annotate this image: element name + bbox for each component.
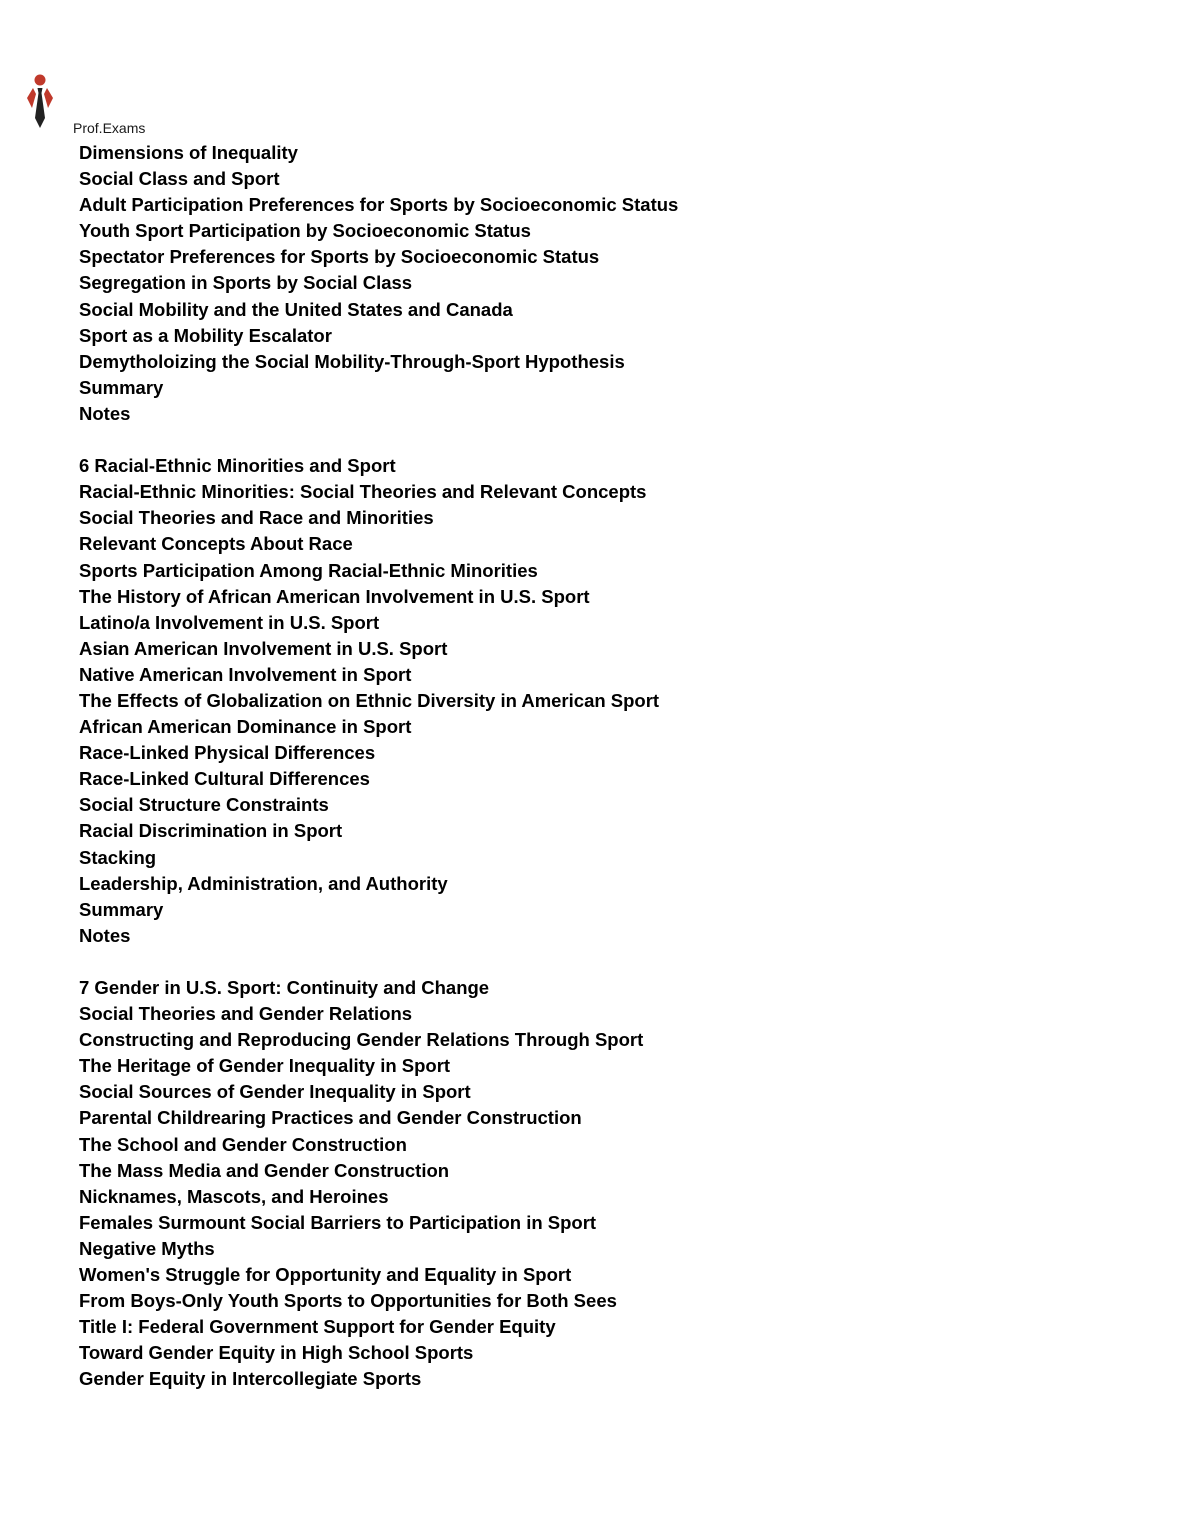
toc-entry: Summary bbox=[79, 898, 164, 920]
toc-entry: Social Class and Sport bbox=[79, 168, 280, 190]
toc-entry: Toward Gender Equity in High School Sports bbox=[79, 1342, 474, 1364]
toc-entry: Native American Involvement in Sport bbox=[79, 663, 412, 685]
toc-entry: Asian American Involvement in U.S. Sport bbox=[79, 637, 448, 659]
toc-entry: Females Surmount Social Barriers to Participation in Sport bbox=[79, 1211, 597, 1233]
toc-entry: African American Dominance in Sport bbox=[79, 716, 412, 738]
toc-entry: Youth Sport Participation by Socioeconomic Status bbox=[79, 220, 531, 242]
toc-entry: Adult Participation Preferences for Sports by Socioeconomic Status bbox=[79, 194, 679, 216]
toc-entry: Notes bbox=[79, 402, 131, 424]
toc-entry: Segregation in Sports by Social Class bbox=[79, 272, 413, 294]
toc-entry: The Effects of Globalization on Ethnic Diversity in American Sport bbox=[79, 689, 660, 711]
toc-entry: Leadership, Administration, and Authority bbox=[79, 872, 448, 894]
toc-entry: Latino/a Involvement in U.S. Sport bbox=[79, 611, 380, 633]
logo-right-lapel bbox=[44, 88, 53, 108]
toc-entry: The School and Gender Construction bbox=[79, 1133, 407, 1155]
toc-entry: The Mass Media and Gender Construction bbox=[79, 1159, 450, 1181]
toc-entry: Race-Linked Cultural Differences bbox=[79, 768, 370, 790]
toc-entry: Relevant Concepts About Race bbox=[79, 533, 353, 555]
toc-entry: Summary bbox=[79, 376, 164, 398]
toc-entry: Spectator Preferences for Sports by Socioeconomic Status bbox=[79, 246, 600, 268]
toc-entry: Title I: Federal Government Support for Gender Equity bbox=[79, 1316, 556, 1338]
businessman-tie-icon bbox=[24, 74, 58, 130]
toc-entry: Constructing and Reproducing Gender Relations Through Sport bbox=[79, 1029, 644, 1051]
toc-entry: Demytholoizing the Social Mobility-Through-Sport Hypothesis bbox=[79, 350, 625, 372]
toc-entry: Women's Struggle for Opportunity and Equality in Sport bbox=[79, 1264, 572, 1286]
toc-entry: Stacking bbox=[79, 846, 157, 868]
toc-entry: Nicknames, Mascots, and Heroines bbox=[79, 1185, 389, 1207]
toc-entry: Sports Participation Among Racial-Ethnic Minorities bbox=[79, 559, 538, 581]
toc-entry: The Heritage of Gender Inequality in Sport bbox=[79, 1055, 451, 1077]
chapter-heading: 7 Gender in U.S. Sport: Continuity and Change bbox=[79, 977, 490, 998]
brand-logo bbox=[24, 74, 58, 130]
toc-entry: Social Theories and Gender Relations bbox=[79, 1003, 413, 1025]
toc-entry: Social Mobility and the United States and Canada bbox=[79, 298, 513, 320]
toc-entry: Gender Equity in Intercollegiate Sports bbox=[79, 1368, 422, 1390]
logo-head bbox=[35, 75, 46, 86]
toc-entry: Social Structure Constraints bbox=[79, 794, 329, 816]
brand-name: Prof.Exams bbox=[73, 120, 146, 136]
logo-tie bbox=[35, 88, 45, 128]
table-of-contents bbox=[79, 140, 678, 1393]
toc-entry: Race-Linked Physical Differences bbox=[79, 742, 376, 764]
chapter-heading: 6 Racial-Ethnic Minorities and Sport bbox=[79, 455, 396, 477]
toc-entry: The History of African American Involvement in U.S. Sport bbox=[79, 585, 590, 607]
toc-entry: Negative Myths bbox=[79, 1237, 215, 1259]
toc-entry: From Boys-Only Youth Sports to Opportunities for Both Sees bbox=[79, 1290, 617, 1312]
toc-entry: Notes bbox=[79, 924, 131, 946]
toc-entry: Racial-Ethnic Minorities: Social Theories and Relevant Concepts bbox=[79, 481, 647, 503]
toc-entry: Social Theories and Race and Minorities bbox=[79, 507, 434, 529]
toc-entry: Dimensions of Inequality bbox=[79, 142, 298, 163]
logo-left-lapel bbox=[27, 88, 36, 108]
toc-entry: Parental Childrearing Practices and Gender Construction bbox=[79, 1107, 582, 1129]
toc-entry: Social Sources of Gender Inequality in Sport bbox=[79, 1081, 471, 1103]
toc-entry: Sport as a Mobility Escalator bbox=[79, 324, 332, 346]
toc-entry: Racial Discrimination in Sport bbox=[79, 820, 343, 842]
